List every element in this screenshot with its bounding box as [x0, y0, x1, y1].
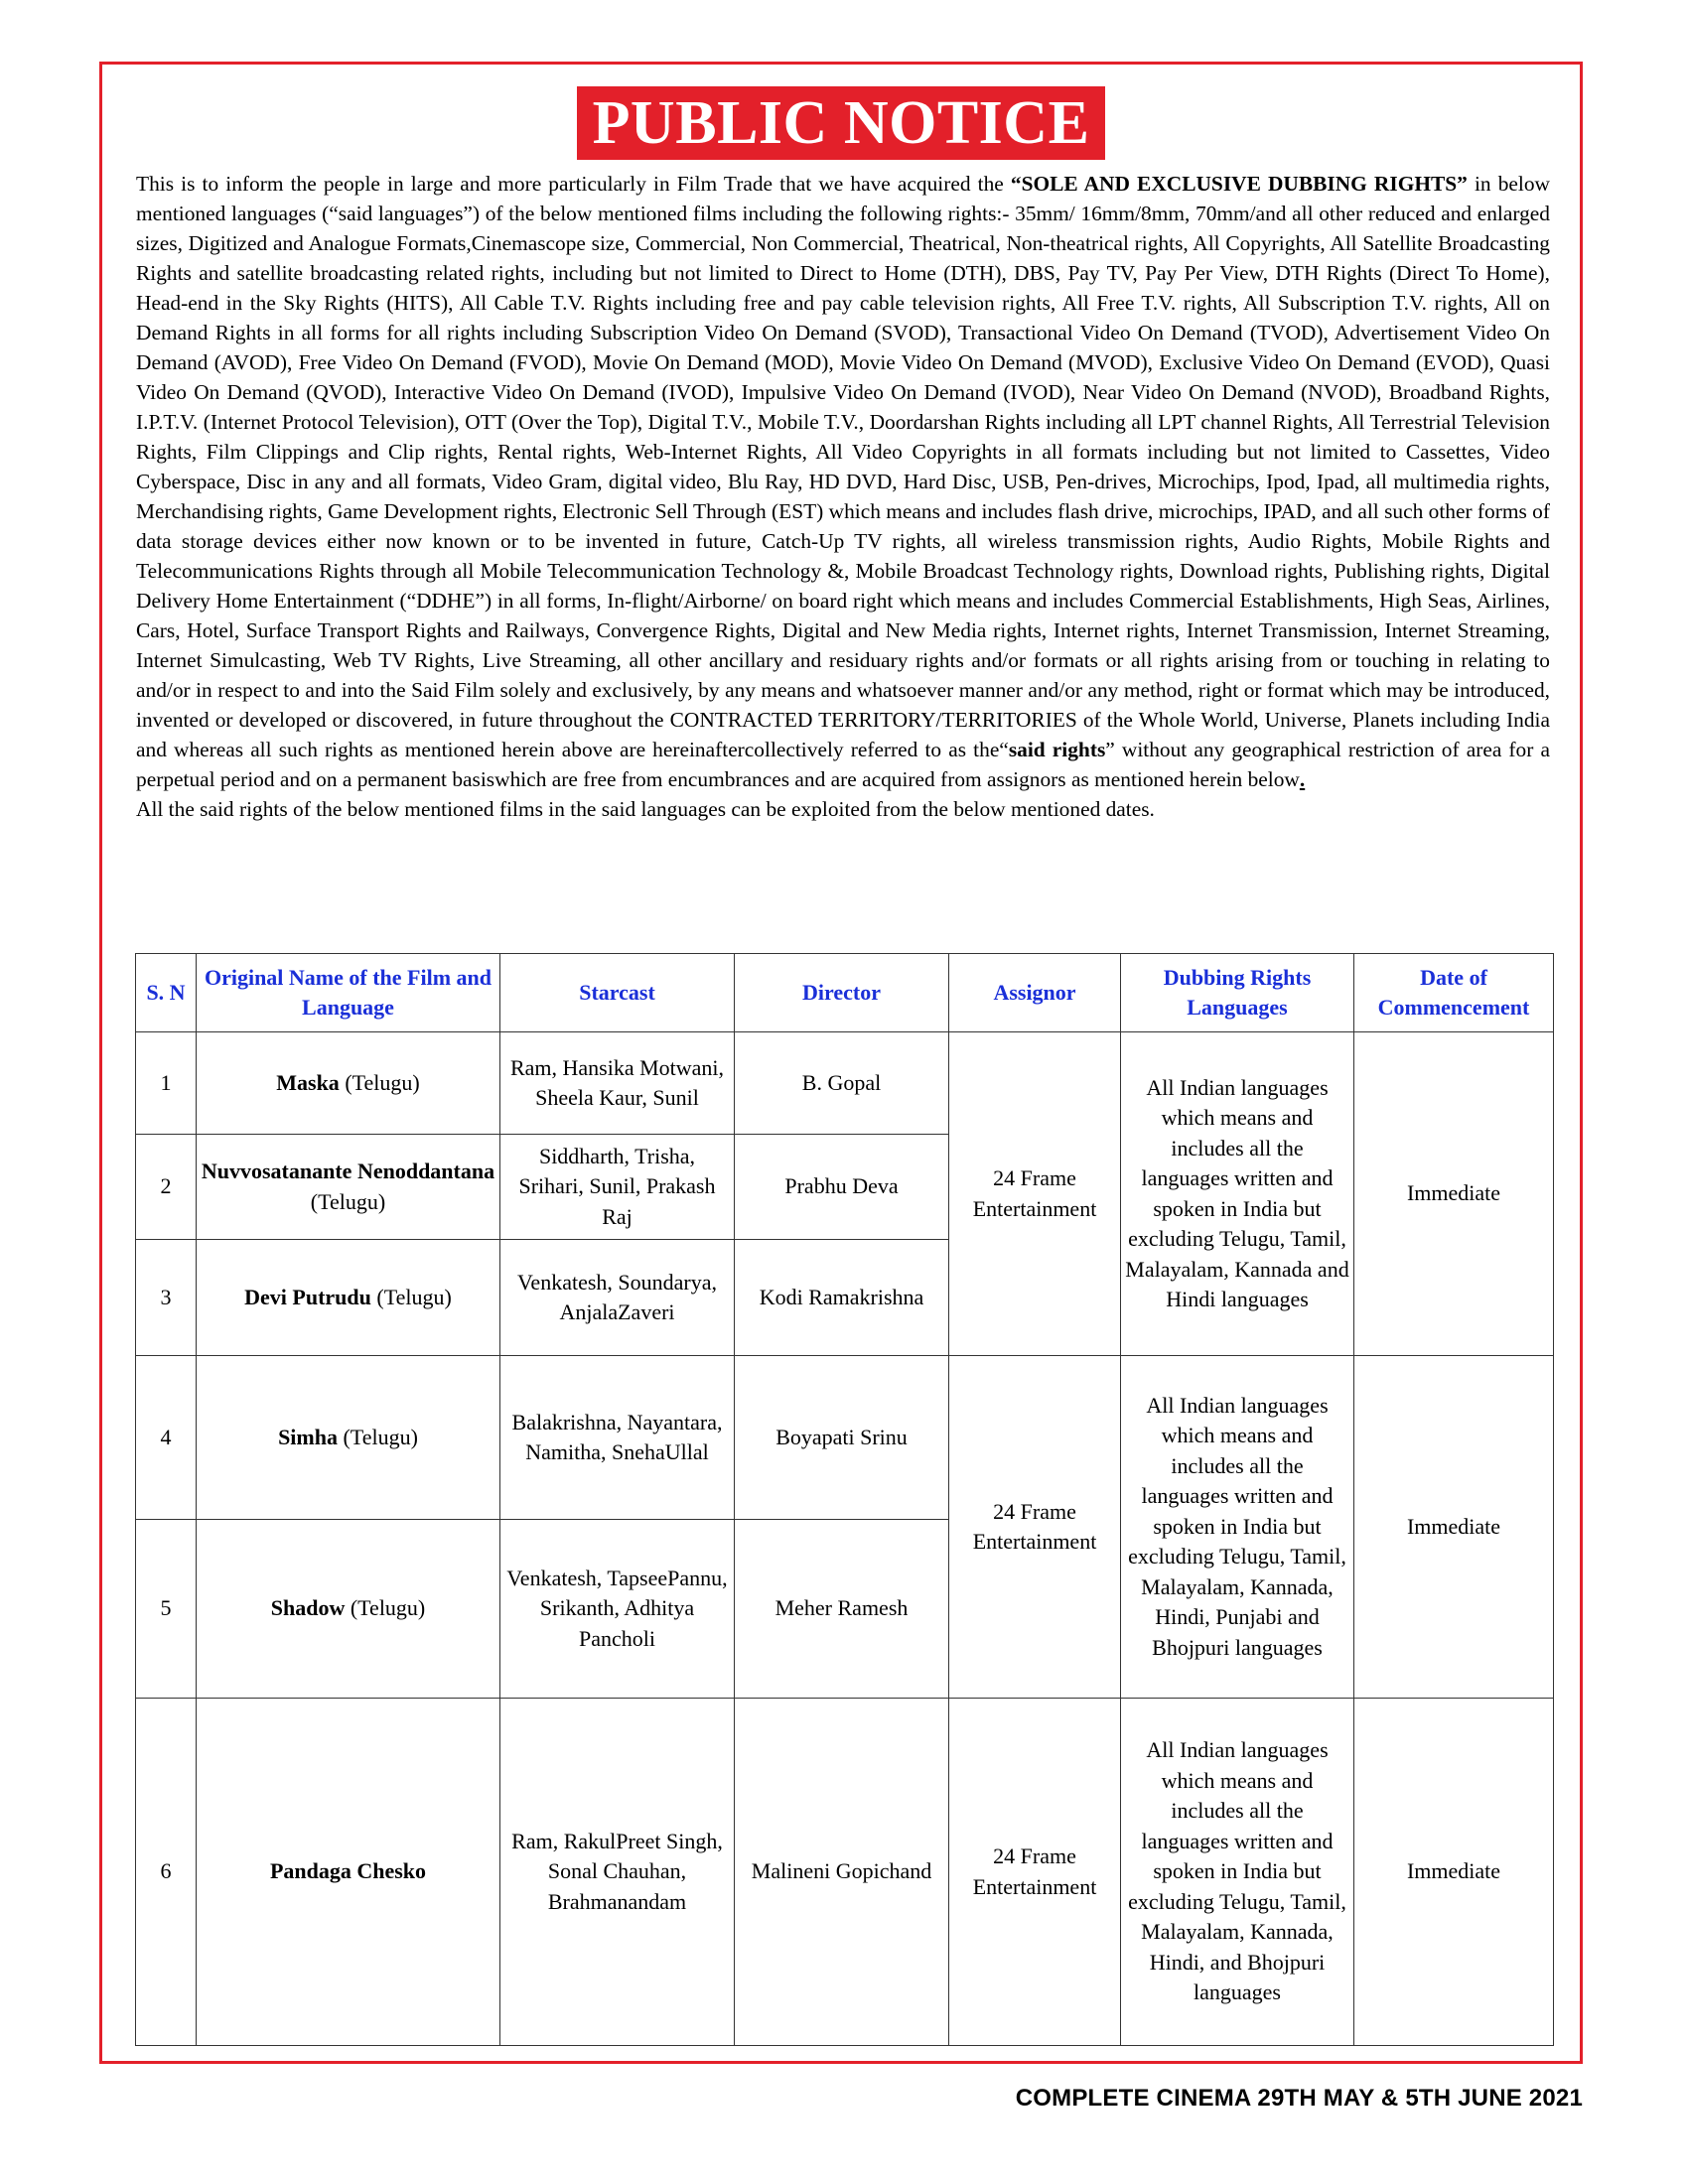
rights-table	[135, 953, 1554, 2046]
title-wrap	[102, 86, 1580, 160]
cell-starcast: Venkatesh, TapseePannu, Srikanth, Adhitya Pancholi	[500, 1520, 735, 1699]
header-starcast: Starcast	[500, 954, 735, 1032]
film-name: Pandaga Chesko	[269, 1858, 427, 1884]
intro-said-rights: said rights	[1008, 738, 1106, 761]
cell-assignor: 24 Frame Entertainment	[949, 1699, 1121, 2046]
header-languages: Dubbing Rights Languages	[1121, 954, 1354, 1032]
cell-assignor: 24 Frame Entertainment	[949, 1356, 1121, 1699]
cell-languages: All Indian languages which means and includes all the languages written and spoken in India but excluding Telugu, Tamil, Malayalam, Kannada, Hindi, and Bhojpuri languages	[1121, 1699, 1354, 2046]
intro-body: in below mentioned languages (“said languages”) of the below mentioned films including the following rights:- 35mm/ 16mm/8mm, 70mm/and all other reduced and enlarged sizes, Digitized and Analogue Formats,Cinemascope size, Commercial, Non Commercial, Theatrical, Non-theatrical rights, All Copyrights, All Satellite Broadcasting Rights and satellite broadcasting related rights, including but not limited to Direct to Home (DTH), DBS, Pay TV, Pay Per View, DTH Rights (Direct To Home), Head-end in the Sky Rights (HITS), All Cable T.V. Rights including free and pay cable television rights, All Free T.V. rights, All Subscription T.V. rights, All on Demand Rights in all forms for all rights including Subscription Video On Demand (SVOD), Transactional Video On Demand (TVOD), Advertisement Video On Demand (AVOD), Free Video On Demand (FVOD), Movie On Demand (MOD), Movie Video On Demand (MVOD), Exclusive Video On Demand (EVOD), Quasi Video On Demand (QVOD), Interactive Video On Demand (IVOD), Impulsive Video On Demand (IVOD), Near Video On Demand (NVOD), Broadband Rights, I.P.T.V. (Internet Protocol Television), OTT (Over the Top), Digital T.V., Mobile T.V., Doordarshan Rights including all LPT channel Rights, All Terrestrial Television Rights, Film Clippings and Clip rights, Rental rights, Web-Internet Rights, All Video Copyrights in all formats including but not limited to Cassettes, Video Cyberspace, Disc in any and all formats, Video Gram, digital video, Blu Ray, HD DVD, Hard Disc, USB, Pen-drives, Microchips, Ipod, Ipad, all multimedia rights, Merchandising rights, Game Development rights, Electronic Sell Through (EST) which means and includes flash drive, microchips, IPAD, and all such other forms of data storage devices either now known or to be invented in future, Catch-Up TV rights, all wireless transmission rights, Audio Rights, Mobile Rights and Telecommunications Rights through all Mobile Telecommunication Technology &, Mobile Broadcast Technology rights, Download rights, Publishing rights, Digital Delivery Home Entertainment (“DDHE”) in all forms, In-flight/Airborne/ on board right which means and includes Commercial Establishments, High Seas, Airlines, Cars, Hotel, Surface Transport Rights and Railways, Convergence Rights, Digital and New Media rights, Internet rights, Internet Transmission, Internet Streaming, Internet Simulcasting, Web TV Rights, Live Streaming, all other ancillary and residuary rights and/or formats or all rights arising from or touching in relating to and/or in respect to and into the Said Film solely and exclusively, by any means and whatsoever manner and/or any method, right or format which may be introduced, invented or developed or discovered, in future throughout the CONTRACTED TERRITORY/TERRITORIES of the Whole World, Universe, Planets including India and whereas all such rights as mentioned herein above are hereinaftercollectively referred to as the“	[136, 172, 1550, 761]
intro-tail: ” without any geographical restriction of area for a perpetual period and on a permanent basiswhich are free from encumbrances and are acquired from assignors as mentioned herein below	[136, 738, 1550, 791]
cell-date: Immediate	[1354, 1032, 1554, 1356]
cell-starcast: Siddharth, Trisha, Srihari, Sunil, Prakash Raj	[500, 1135, 735, 1240]
film-name: Simha	[278, 1424, 338, 1449]
cell-date: Immediate	[1354, 1356, 1554, 1699]
intro-rights-bold: “SOLE AND EXCLUSIVE DUBBING RIGHTS”	[1010, 172, 1468, 196]
cell-director: B. Gopal	[735, 1032, 949, 1135]
notice-title: PUBLIC NOTICE	[577, 86, 1106, 160]
table-row	[136, 1699, 1554, 2046]
film-language: (Telugu)	[310, 1188, 386, 1214]
film-name: Shadow	[270, 1595, 346, 1621]
header-date: Date of Commencement	[1354, 954, 1554, 1032]
cell-sn: 6	[136, 1699, 197, 2046]
film-language: (Telugu)	[345, 1595, 426, 1621]
cell-film	[197, 1135, 500, 1240]
cell-film	[197, 1520, 500, 1699]
film-language: (Telugu)	[370, 1284, 452, 1309]
film-name: Maska	[276, 1069, 340, 1095]
publication-footer: COMPLETE CINEMA 29TH MAY & 5TH JUNE 2021	[1015, 2085, 1583, 2112]
table-header-row	[136, 954, 1554, 1032]
cell-director: Malineni Gopichand	[735, 1699, 949, 2046]
cell-starcast: Venkatesh, Soundarya, AnjalaZaveri	[500, 1240, 735, 1356]
header-assignor: Assignor	[949, 954, 1121, 1032]
intro-tail-dot: .	[1299, 767, 1306, 791]
cell-sn: 3	[136, 1240, 197, 1356]
cell-date: Immediate	[1354, 1699, 1554, 2046]
header-film: Original Name of the Film and Language	[197, 954, 500, 1032]
film-name: Devi Putrudu	[244, 1284, 371, 1309]
film-language: (Telugu)	[337, 1424, 418, 1449]
cell-film	[197, 1240, 500, 1356]
cell-languages: All Indian languages which means and includes all the languages written and spoken in India but excluding Telugu, Tamil, Malayalam, Kannada and Hindi languages	[1121, 1032, 1354, 1356]
header-sn: S. N	[136, 954, 197, 1032]
table-row	[136, 1032, 1554, 1135]
intro-lead: This is to inform the people in large and more particularly in Film Trade that we have acquired the	[136, 172, 1011, 196]
cell-assignor: 24 Frame Entertainment	[949, 1032, 1121, 1356]
film-name: Nuvvosatanante Nenoddantana	[201, 1159, 495, 1183]
cell-director: Boyapati Srinu	[735, 1356, 949, 1520]
intro-paragraph	[136, 169, 1550, 824]
cell-sn: 4	[136, 1356, 197, 1520]
header-director: Director	[735, 954, 949, 1032]
cell-starcast: Balakrishna, Nayantara, Namitha, SnehaUllal	[500, 1356, 735, 1520]
cell-sn: 2	[136, 1135, 197, 1240]
cell-director: Meher Ramesh	[735, 1520, 949, 1699]
cell-film	[197, 1356, 500, 1520]
cell-sn: 1	[136, 1032, 197, 1135]
notice-frame	[99, 62, 1583, 2064]
cell-film	[197, 1032, 500, 1135]
cell-film	[197, 1699, 500, 2046]
intro-last-line: All the said rights of the below mentioned films in the said languages can be exploited from the below mentioned dates.	[136, 797, 1155, 821]
cell-director: Prabhu Deva	[735, 1135, 949, 1240]
cell-director: Kodi Ramakrishna	[735, 1240, 949, 1356]
cell-languages: All Indian languages which means and includes all the languages written and spoken in India but excluding Telugu, Tamil, Malayalam, Kannada, Hindi, Punjabi and Bhojpuri languages	[1121, 1356, 1354, 1699]
cell-starcast: Ram, Hansika Motwani, Sheela Kaur, Sunil	[500, 1032, 735, 1135]
cell-starcast: Ram, RakulPreet Singh, Sonal Chauhan, Brahmanandam	[500, 1699, 735, 2046]
table-row	[136, 1356, 1554, 1520]
film-language: (Telugu)	[339, 1069, 420, 1095]
cell-sn: 5	[136, 1520, 197, 1699]
